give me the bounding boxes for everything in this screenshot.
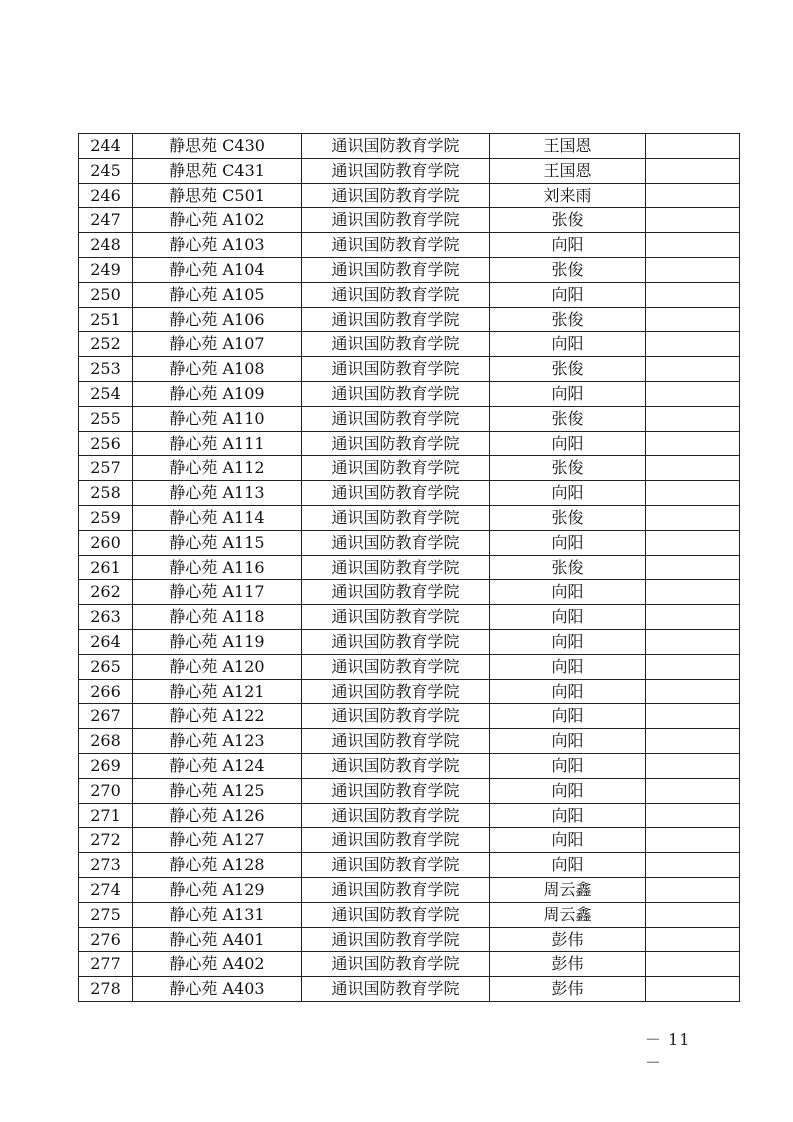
table-row bbox=[79, 704, 740, 729]
cell-note bbox=[646, 406, 740, 431]
cell-room: 静心苑 A123 bbox=[133, 729, 302, 754]
cell-room: 静心苑 A126 bbox=[133, 803, 302, 828]
cell-room: 静心苑 A124 bbox=[133, 753, 302, 778]
cell-college: 通识国防教育学院 bbox=[302, 257, 490, 282]
cell-person: 向阳 bbox=[490, 704, 646, 729]
cell-college: 通识国防教育学院 bbox=[302, 208, 490, 233]
cell-person: 彭伟 bbox=[490, 927, 646, 952]
cell-college: 通识国防教育学院 bbox=[302, 134, 490, 159]
cell-number: 259 bbox=[79, 505, 133, 530]
cell-number: 262 bbox=[79, 580, 133, 605]
cell-number: 272 bbox=[79, 828, 133, 853]
cell-person: 向阳 bbox=[490, 332, 646, 357]
cell-room: 静心苑 A129 bbox=[133, 877, 302, 902]
cell-room: 静心苑 A125 bbox=[133, 778, 302, 803]
cell-note bbox=[646, 332, 740, 357]
cell-room: 静心苑 A105 bbox=[133, 282, 302, 307]
cell-person: 向阳 bbox=[490, 431, 646, 456]
table-row bbox=[79, 803, 740, 828]
cell-person: 周云鑫 bbox=[490, 877, 646, 902]
cell-person: 张俊 bbox=[490, 456, 646, 481]
cell-college: 通识国防教育学院 bbox=[302, 877, 490, 902]
cell-college: 通识国防教育学院 bbox=[302, 580, 490, 605]
table-body bbox=[79, 134, 740, 1002]
cell-person: 向阳 bbox=[490, 530, 646, 555]
table-row bbox=[79, 605, 740, 630]
table-row bbox=[79, 902, 740, 927]
table-row bbox=[79, 679, 740, 704]
table-row bbox=[79, 977, 740, 1002]
cell-note bbox=[646, 257, 740, 282]
cell-person: 向阳 bbox=[490, 605, 646, 630]
cell-person: 张俊 bbox=[490, 406, 646, 431]
cell-college: 通识国防教育学院 bbox=[302, 778, 490, 803]
table-row bbox=[79, 555, 740, 580]
cell-room: 静心苑 A115 bbox=[133, 530, 302, 555]
cell-note bbox=[646, 282, 740, 307]
cell-note bbox=[646, 977, 740, 1002]
cell-room: 静心苑 A102 bbox=[133, 208, 302, 233]
table-row bbox=[79, 381, 740, 406]
cell-note bbox=[646, 530, 740, 555]
cell-college: 通识国防教育学院 bbox=[302, 530, 490, 555]
cell-number: 261 bbox=[79, 555, 133, 580]
cell-college: 通识国防教育学院 bbox=[302, 927, 490, 952]
table-row bbox=[79, 134, 740, 159]
cell-room: 静心苑 A111 bbox=[133, 431, 302, 456]
table-row bbox=[79, 282, 740, 307]
cell-college: 通识国防教育学院 bbox=[302, 902, 490, 927]
cell-college: 通识国防教育学院 bbox=[302, 729, 490, 754]
table-row bbox=[79, 332, 740, 357]
cell-note bbox=[646, 134, 740, 159]
cell-note bbox=[646, 208, 740, 233]
cell-number: 255 bbox=[79, 406, 133, 431]
cell-person: 向阳 bbox=[490, 778, 646, 803]
cell-room: 静心苑 A108 bbox=[133, 357, 302, 382]
cell-person: 王国恩 bbox=[490, 158, 646, 183]
table-row bbox=[79, 853, 740, 878]
cell-person: 张俊 bbox=[490, 257, 646, 282]
cell-note bbox=[646, 778, 740, 803]
cell-room: 静心苑 A106 bbox=[133, 307, 302, 332]
cell-person: 王国恩 bbox=[490, 134, 646, 159]
table-row bbox=[79, 208, 740, 233]
cell-note bbox=[646, 952, 740, 977]
cell-college: 通识国防教育学院 bbox=[302, 753, 490, 778]
cell-number: 256 bbox=[79, 431, 133, 456]
cell-person: 向阳 bbox=[490, 629, 646, 654]
cell-college: 通识国防教育学院 bbox=[302, 282, 490, 307]
cell-person: 向阳 bbox=[490, 282, 646, 307]
table-row bbox=[79, 456, 740, 481]
cell-college: 通识国防教育学院 bbox=[302, 357, 490, 382]
table-row bbox=[79, 307, 740, 332]
cell-note bbox=[646, 902, 740, 927]
cell-note bbox=[646, 729, 740, 754]
cell-number: 248 bbox=[79, 233, 133, 258]
table-row bbox=[79, 406, 740, 431]
cell-note bbox=[646, 828, 740, 853]
cell-number: 264 bbox=[79, 629, 133, 654]
cell-note bbox=[646, 158, 740, 183]
cell-person: 彭伟 bbox=[490, 977, 646, 1002]
cell-number: 267 bbox=[79, 704, 133, 729]
cell-college: 通识国防教育学院 bbox=[302, 555, 490, 580]
table-row bbox=[79, 828, 740, 853]
cell-college: 通识国防教育学院 bbox=[302, 679, 490, 704]
cell-college: 通识国防教育学院 bbox=[302, 233, 490, 258]
cell-person: 向阳 bbox=[490, 828, 646, 853]
cell-note bbox=[646, 456, 740, 481]
cell-note bbox=[646, 431, 740, 456]
cell-person: 向阳 bbox=[490, 729, 646, 754]
cell-room: 静心苑 A120 bbox=[133, 654, 302, 679]
cell-room: 静心苑 A107 bbox=[133, 332, 302, 357]
cell-room: 静心苑 A402 bbox=[133, 952, 302, 977]
cell-number: 268 bbox=[79, 729, 133, 754]
cell-room: 静心苑 A403 bbox=[133, 977, 302, 1002]
cell-room: 静思苑 C430 bbox=[133, 134, 302, 159]
table-row bbox=[79, 877, 740, 902]
cell-number: 258 bbox=[79, 481, 133, 506]
cell-room: 静心苑 A113 bbox=[133, 481, 302, 506]
cell-room: 静心苑 A103 bbox=[133, 233, 302, 258]
cell-number: 253 bbox=[79, 357, 133, 382]
cell-note bbox=[646, 605, 740, 630]
cell-note bbox=[646, 555, 740, 580]
cell-college: 通识国防教育学院 bbox=[302, 605, 490, 630]
cell-person: 张俊 bbox=[490, 555, 646, 580]
cell-number: 244 bbox=[79, 134, 133, 159]
cell-note bbox=[646, 629, 740, 654]
table-row bbox=[79, 357, 740, 382]
table-row bbox=[79, 629, 740, 654]
cell-room: 静心苑 A116 bbox=[133, 555, 302, 580]
cell-college: 通识国防教育学院 bbox=[302, 803, 490, 828]
cell-note bbox=[646, 877, 740, 902]
cell-number: 263 bbox=[79, 605, 133, 630]
cell-person: 张俊 bbox=[490, 357, 646, 382]
cell-person: 向阳 bbox=[490, 654, 646, 679]
cell-college: 通识国防教育学院 bbox=[302, 307, 490, 332]
table-row bbox=[79, 505, 740, 530]
table-row bbox=[79, 778, 740, 803]
table-row bbox=[79, 580, 740, 605]
cell-number: 275 bbox=[79, 902, 133, 927]
cell-person: 周云鑫 bbox=[490, 902, 646, 927]
cell-college: 通识国防教育学院 bbox=[302, 431, 490, 456]
cell-college: 通识国防教育学院 bbox=[302, 952, 490, 977]
cell-person: 彭伟 bbox=[490, 952, 646, 977]
cell-college: 通识国防教育学院 bbox=[302, 704, 490, 729]
table-row bbox=[79, 431, 740, 456]
cell-person: 向阳 bbox=[490, 803, 646, 828]
cell-note bbox=[646, 704, 740, 729]
cell-person: 张俊 bbox=[490, 307, 646, 332]
cell-room: 静心苑 A131 bbox=[133, 902, 302, 927]
cell-room: 静心苑 A104 bbox=[133, 257, 302, 282]
cell-number: 260 bbox=[79, 530, 133, 555]
cell-number: 246 bbox=[79, 183, 133, 208]
cell-college: 通识国防教育学院 bbox=[302, 977, 490, 1002]
cell-college: 通识国防教育学院 bbox=[302, 183, 490, 208]
cell-room: 静心苑 A127 bbox=[133, 828, 302, 853]
table-row bbox=[79, 158, 740, 183]
cell-room: 静心苑 A401 bbox=[133, 927, 302, 952]
cell-person: 张俊 bbox=[490, 505, 646, 530]
cell-number: 245 bbox=[79, 158, 133, 183]
cell-room: 静思苑 C431 bbox=[133, 158, 302, 183]
table-row bbox=[79, 952, 740, 977]
cell-college: 通识国防教育学院 bbox=[302, 406, 490, 431]
room-assignment-table bbox=[78, 133, 740, 1002]
cell-number: 270 bbox=[79, 778, 133, 803]
table-row bbox=[79, 183, 740, 208]
cell-number: 257 bbox=[79, 456, 133, 481]
table-row bbox=[79, 654, 740, 679]
cell-note bbox=[646, 307, 740, 332]
cell-number: 251 bbox=[79, 307, 133, 332]
page-number: － 11 － bbox=[645, 1030, 691, 1072]
table-row bbox=[79, 729, 740, 754]
cell-person: 向阳 bbox=[490, 481, 646, 506]
cell-room: 静心苑 A117 bbox=[133, 580, 302, 605]
cell-person: 向阳 bbox=[490, 580, 646, 605]
cell-number: 274 bbox=[79, 877, 133, 902]
cell-room: 静心苑 A110 bbox=[133, 406, 302, 431]
cell-person: 刘来雨 bbox=[490, 183, 646, 208]
cell-person: 向阳 bbox=[490, 381, 646, 406]
cell-college: 通识国防教育学院 bbox=[302, 654, 490, 679]
cell-college: 通识国防教育学院 bbox=[302, 828, 490, 853]
cell-room: 静心苑 A114 bbox=[133, 505, 302, 530]
cell-number: 278 bbox=[79, 977, 133, 1002]
cell-person: 向阳 bbox=[490, 679, 646, 704]
table-row bbox=[79, 753, 740, 778]
cell-college: 通识国防教育学院 bbox=[302, 505, 490, 530]
cell-college: 通识国防教育学院 bbox=[302, 853, 490, 878]
cell-room: 静心苑 A118 bbox=[133, 605, 302, 630]
table-row bbox=[79, 257, 740, 282]
cell-college: 通识国防教育学院 bbox=[302, 629, 490, 654]
cell-number: 249 bbox=[79, 257, 133, 282]
cell-room: 静心苑 A128 bbox=[133, 853, 302, 878]
cell-person: 向阳 bbox=[490, 853, 646, 878]
cell-note bbox=[646, 481, 740, 506]
cell-note bbox=[646, 753, 740, 778]
cell-note bbox=[646, 505, 740, 530]
cell-number: 252 bbox=[79, 332, 133, 357]
table-row bbox=[79, 481, 740, 506]
cell-number: 273 bbox=[79, 853, 133, 878]
cell-number: 250 bbox=[79, 282, 133, 307]
cell-college: 通识国防教育学院 bbox=[302, 381, 490, 406]
cell-note bbox=[646, 803, 740, 828]
cell-note bbox=[646, 357, 740, 382]
cell-note bbox=[646, 927, 740, 952]
cell-person: 向阳 bbox=[490, 233, 646, 258]
cell-college: 通识国防教育学院 bbox=[302, 332, 490, 357]
cell-note bbox=[646, 381, 740, 406]
cell-note bbox=[646, 679, 740, 704]
cell-college: 通识国防教育学院 bbox=[302, 456, 490, 481]
cell-note bbox=[646, 580, 740, 605]
cell-number: 269 bbox=[79, 753, 133, 778]
table-row bbox=[79, 927, 740, 952]
cell-note bbox=[646, 853, 740, 878]
cell-note bbox=[646, 183, 740, 208]
cell-college: 通识国防教育学院 bbox=[302, 481, 490, 506]
cell-number: 277 bbox=[79, 952, 133, 977]
cell-person: 向阳 bbox=[490, 753, 646, 778]
cell-person: 张俊 bbox=[490, 208, 646, 233]
cell-number: 265 bbox=[79, 654, 133, 679]
table-row bbox=[79, 530, 740, 555]
cell-room: 静心苑 A109 bbox=[133, 381, 302, 406]
cell-room: 静心苑 A112 bbox=[133, 456, 302, 481]
cell-room: 静思苑 C501 bbox=[133, 183, 302, 208]
cell-note bbox=[646, 654, 740, 679]
cell-number: 247 bbox=[79, 208, 133, 233]
cell-room: 静心苑 A119 bbox=[133, 629, 302, 654]
table-row bbox=[79, 233, 740, 258]
cell-room: 静心苑 A122 bbox=[133, 704, 302, 729]
cell-number: 271 bbox=[79, 803, 133, 828]
cell-number: 254 bbox=[79, 381, 133, 406]
cell-number: 266 bbox=[79, 679, 133, 704]
cell-number: 276 bbox=[79, 927, 133, 952]
cell-college: 通识国防教育学院 bbox=[302, 158, 490, 183]
cell-note bbox=[646, 233, 740, 258]
cell-room: 静心苑 A121 bbox=[133, 679, 302, 704]
